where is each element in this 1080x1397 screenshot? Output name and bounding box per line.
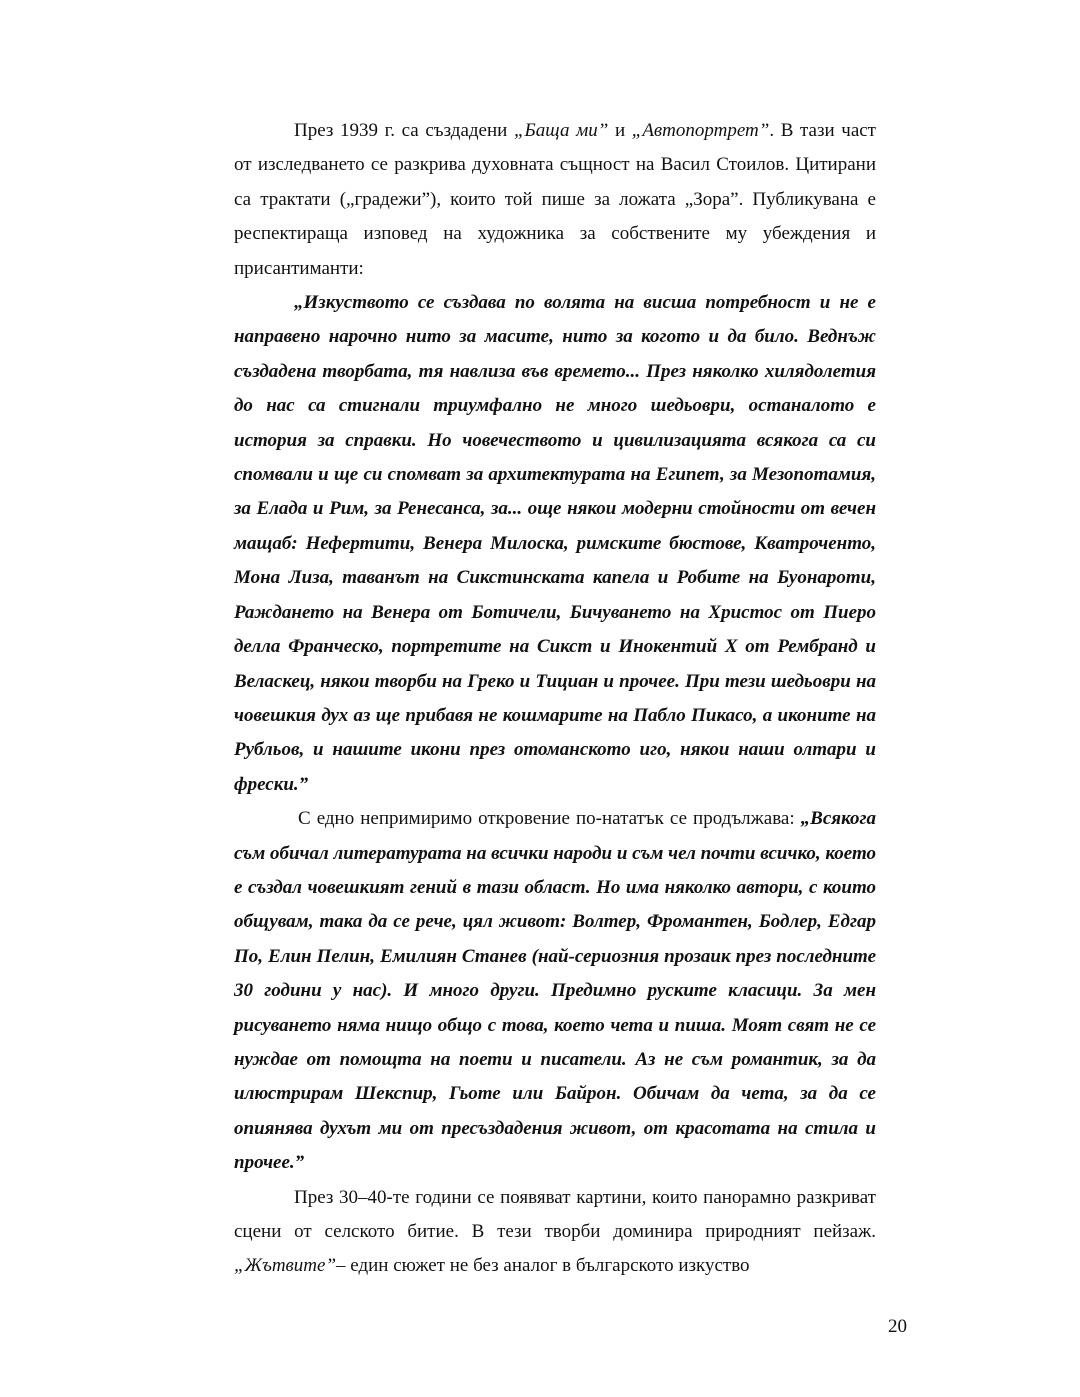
paragraph-literature — [234, 802, 876, 1180]
paragraph-village-text-2: – един сюжет не без аналог в българското изкуство — [336, 1255, 750, 1277]
paragraph-literature-intro: С едно непримиримо откровение по-нататък се продължава: — [298, 808, 801, 830]
quote-literature: „Всякога съм обичал литературата на всички народи и съм чел почти всичко, което е създал човешкият гений в тази област. Но има няколко автори, с които общувам, така да се рече, цял живот: Волтер, Фромантен, Бодлер, Едгар По, Елин Пелин, Емилиян Станев (най-сериозния прозаик през последните 30 години у нас). И много други. Предимно руските класици. За мен рисуването няма нищо общо с това, което чета и пиша. Моят свят не се нуждае от помощта на поети и писатели. Аз не съм романтик, за да илюстрирам Шекспир, Гьоте или Байрон. Обичам да чета, за да се опиянява духът ми от пресъздадения живот, от красотата на стила и прочее.” — [234, 808, 876, 1174]
artwork-title-harvests: „Жътвите” — [234, 1255, 337, 1277]
body-text — [234, 114, 876, 1284]
artwork-title-my-father: „Баща ми” — [513, 120, 609, 141]
paragraph-intro — [234, 114, 876, 286]
artwork-title-self-portrait: „Автопортрет” — [631, 120, 770, 141]
paragraph-intro-text-1: През 1939 г. са създадени — [294, 120, 514, 141]
paragraph-village-scenes — [234, 1181, 876, 1284]
quote-art-confession: „Изкуството се създава по волята на висша потребност и не е направено нарочно нито за масите, нито за когото и да било. Веднъж създадена творбата, тя навлиза във времето... През няколко хилядолетия до нас са стигнали триумфално не много шедьоври, останалото е история за справки. Но човечеството и цивилизацията всякога са си спомвали и ще си спомват за архитектурата на Египет, за Мезопотамия, за Елада и Рим, за Ренесанса, за... още някои модерни стойности от вечен мащаб: Нефертити, Венера Милоска, римските бюстове, Кватроченто, Мона Лиза, таванът на Сикстинската капела и Робите на Буонароти, Раждането на Венера от Ботичели, Бичуването на Христос от Пиеро деллa Франческо, портретите на Сикст и Инокентий Х от Рембранд и Веласкец, някои творби на Греко и Тициан и прочее. При тези шедьоври на човешкия дух аз ще прибавя не кошмарите на Пабло Пикасо, а иконите на Рубльов, и нашите икони през отоманското иго, някои наши олтари и фрески.” — [234, 292, 876, 795]
paragraph-intro-text-3: . В тази част от изследването се разкрива духовната същност на Васил Стоилов. Цитирани са трактати („градежи”), които той пише за ложата „Зора”. Публикувана е респектираща изповед на художника за собствените му убеждения и присантиманти: — [234, 120, 876, 279]
paragraph-intro-text-2: и — [608, 120, 632, 141]
paragraph-village-text-1: През 30–40-те години се появяват картини, които панорамно разкриват сцени от селското битие. В тези творби доминира природният пейзаж. — [234, 1186, 876, 1242]
page-number: 20 — [888, 1316, 907, 1337]
